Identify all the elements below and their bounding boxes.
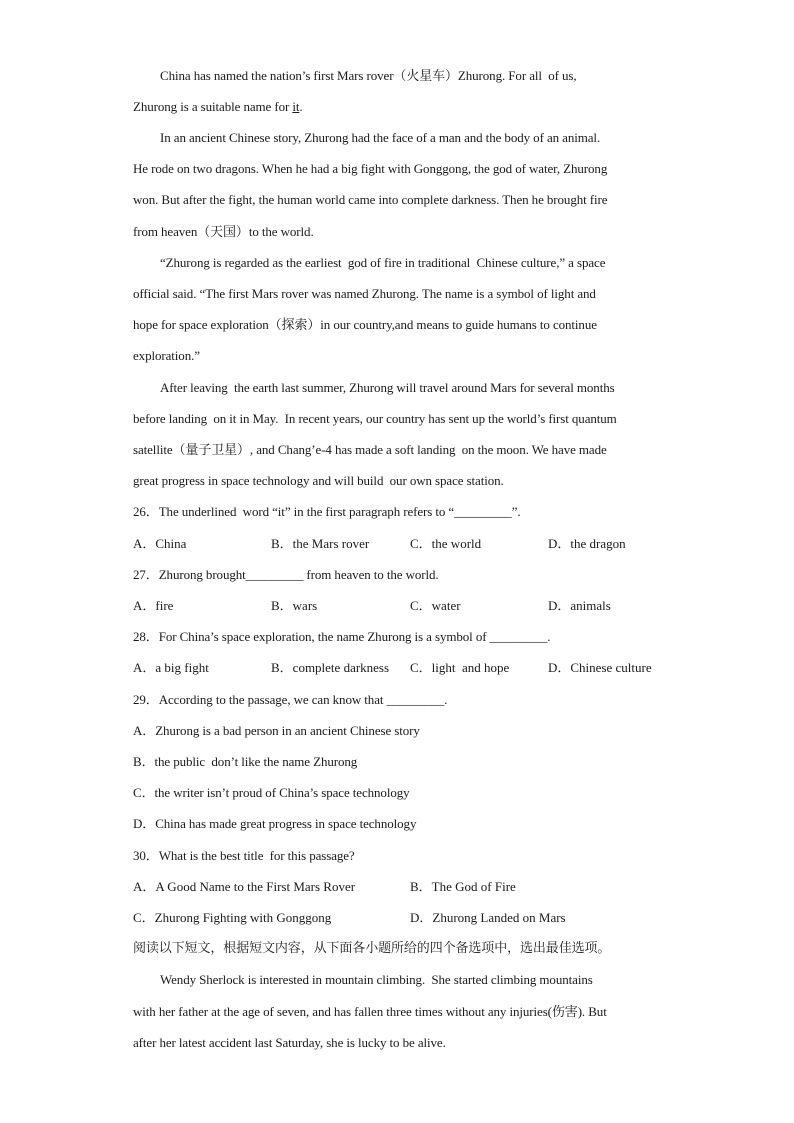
- question-27-option-d: D．animals: [548, 598, 611, 613]
- question-27-stem: 27．Zhurong brought_________ from heaven to the world.: [133, 567, 439, 582]
- question-30-option-d: D．Zhurong Landed on Mars: [410, 910, 566, 925]
- p1-line-2: [133, 97, 303, 117]
- p4-line-4: great progress in space technology and will build our own space station.: [133, 473, 504, 488]
- p1-line-2-start: Zhurong is a suitable name for: [133, 99, 293, 114]
- question-30-option-c: C．Zhurong Fighting with Gonggong: [133, 910, 332, 925]
- p3-line-2: official said. “The first Mars rover was named Zhurong. The name is a symbol of light and: [133, 286, 596, 301]
- question-28-option-c: C．light and hope: [410, 660, 510, 675]
- p3-line-4: exploration.”: [133, 348, 200, 363]
- question-30-option-b: B．The God of Fire: [410, 879, 516, 894]
- p1-line-1: China has named the nation’s first Mars rover（火星车）Zhurong. For all of us,: [160, 68, 577, 83]
- question-29-option-d: D．China has made great progress in space technology: [133, 816, 417, 831]
- question-27-option-a: A．fire: [133, 598, 174, 613]
- question-29-option-a: A．Zhurong is a bad person in an ancient Chinese story: [133, 723, 420, 738]
- p2-line-2: He rode on two dragons. When he had a big fight with Gonggong, the god of water, Zhurong: [133, 161, 608, 176]
- p2-line-1: In an ancient Chinese story, Zhurong had the face of a man and the body of an animal.: [160, 130, 601, 145]
- question-29-option-c: C．the writer isn’t proud of China’s space technology: [133, 785, 410, 800]
- question-28-stem: 28．For China’s space exploration, the name Zhurong is a symbol of _________.: [133, 629, 551, 644]
- p4-line-2: before landing on it in May. In recent years, our country has sent up the world’s first quantum: [133, 411, 617, 426]
- p2-line-4: from heaven（天国）to the world.: [133, 224, 314, 239]
- question-26-option-a: A．China: [133, 536, 187, 551]
- question-26-option-b: B．the Mars rover: [271, 536, 370, 551]
- question-30-stem: 30．What is the best title for this passage?: [133, 848, 355, 863]
- passage2-line-1: Wendy Sherlock is interested in mountain climbing. She started climbing mountains: [160, 972, 593, 987]
- passage2-line-2: with her father at the age of seven, and has fallen three times without any injuries(伤害). But: [133, 1004, 607, 1019]
- question-29-option-b: B．the public don’t like the name Zhurong: [133, 754, 358, 769]
- passage2-line-3: after her latest accident last Saturday, she is lucky to be alive.: [133, 1035, 446, 1050]
- question-28-option-b: B．complete darkness: [271, 660, 390, 675]
- question-26-stem: 26．The underlined word “it” in the first paragraph refers to “_________”.: [133, 504, 521, 519]
- p1-line-2-end: .: [299, 99, 303, 114]
- p3-line-3: hope for space exploration（探索）in our country,and means to guide humans to continue: [133, 317, 597, 332]
- question-26-option-c: C．the world: [410, 536, 482, 551]
- question-26-option-d: D．the dragon: [548, 536, 626, 551]
- question-30-option-a: A．A Good Name to the First Mars Rover: [133, 879, 356, 894]
- question-28-option-d: D．Chinese culture: [548, 660, 652, 675]
- p4-line-1: After leaving the earth last summer, Zhurong will travel around Mars for several months: [160, 380, 615, 395]
- question-27-option-c: C．water: [410, 598, 461, 613]
- p4-line-3: satellite（量子卫星）, and Chang’e-4 has made a soft landing on the moon. We have made: [133, 442, 607, 457]
- p2-line-3: won. But after the fight, the human world came into complete darkness. Then he brought fire: [133, 192, 608, 207]
- p3-line-1: “Zhurong is regarded as the earliest god of fire in traditional Chinese culture,” a space: [160, 255, 606, 270]
- question-27-option-b: B．wars: [271, 598, 318, 613]
- question-28-option-a: A．a big fight: [133, 660, 209, 675]
- question-29-stem: 29．According to the passage, we can know that _________.: [133, 692, 448, 707]
- reading-instruction: 阅读以下短文，根据短文内容，从下面各小题所给的四个备选项中，选出最佳选项。: [133, 941, 611, 956]
- underlined-word-it: it: [292, 99, 300, 114]
